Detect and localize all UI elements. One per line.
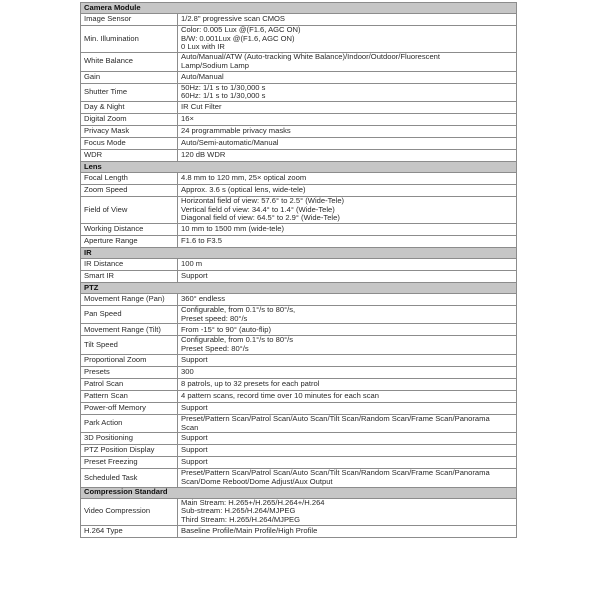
spec-row [81,259,517,271]
spec-label: Day & Night [81,101,178,113]
spec-value-line: Support [181,354,208,364]
spec-value-line: 1/2.8" progressive scan CMOS [181,14,285,24]
spec-value-line: 4 pattern scans, record time over 10 minutes for each scan [181,390,379,400]
spec-row [81,149,517,161]
spec-value-line: Preset speed: 80°/s [181,313,248,323]
spec-value [178,259,517,271]
spec-value-line: 120 dB WDR [181,150,226,160]
spec-row [81,196,517,223]
spec-value [178,336,517,354]
spec-value-line: Preset/Pattern Scan/Patrol Scan/Auto Scan/Tilt Scan/Random Scan/Frame Scan/Panorama [181,414,490,423]
spec-label: Tilt Speed [81,336,178,354]
spec-label: Privacy Mask [81,125,178,137]
spec-label: Scheduled Task [81,469,178,487]
spec-value-line: Vertical field of view: 34.4° to 1.4° (Wide-Tele) [181,204,335,214]
spec-value [178,184,517,196]
spec-label: Working Distance [81,224,178,236]
spec-label: Movement Range (Pan) [81,294,178,306]
spec-value-line: Scan [181,422,199,432]
spec-row [81,469,517,487]
spec-row [81,14,517,26]
spec-value [178,224,517,236]
spec-row [81,525,517,537]
spec-row [81,354,517,366]
spec-row [81,224,517,236]
spec-value-line: 360° endless [181,294,225,304]
spec-value-line: Color: 0.005 Lux @(F1.6, AGC ON) [181,25,301,34]
spec-value [178,469,517,487]
section-title: Lens [81,161,517,172]
spec-label: Digital Zoom [81,113,178,125]
spec-label: Proportional Zoom [81,354,178,366]
spec-value-line: F1.6 to F3.5 [181,236,222,246]
spec-row [81,498,517,525]
spec-value-line: Approx. 3.6 s (optical lens, wide-tele) [181,185,306,195]
spec-table [80,2,517,538]
spec-value-line: 0 Lux with IR [181,42,225,52]
section-header-camera-module [81,3,517,14]
spec-row [81,137,517,149]
spec-value-line: From -15° to 90° (auto-flip) [181,324,272,334]
spec-row [81,433,517,445]
spec-value-line: B/W: 0.001Lux @(F1.6, AGC ON) [181,33,295,43]
spec-row [81,113,517,125]
spec-label: Shutter Time [81,83,178,101]
spec-row [81,236,517,248]
spec-value [178,53,517,71]
spec-value-line: 300 [181,366,194,376]
spec-value-line: 8 patrols, up to 32 presets for each patrol [181,378,320,388]
spec-value-line: 24 programmable privacy masks [181,126,291,136]
spec-label: Smart IR [81,271,178,283]
spec-row [81,366,517,378]
spec-value-line: Preset/Pattern Scan/Patrol Scan/Auto Scan/Tilt Scan/Random Scan/Frame Scan/Panorama [181,468,490,478]
spec-value [178,236,517,248]
spec-value [178,26,517,53]
spec-row [81,271,517,283]
spec-label: Aperture Range [81,236,178,248]
spec-row [81,390,517,402]
spec-value [178,172,517,184]
section-header-lens [81,161,517,172]
spec-row [81,457,517,469]
spec-value [178,137,517,149]
spec-value-line: Support [181,457,208,467]
spec-label: WDR [81,149,178,161]
spec-value-line: Scan/Dome Reboot/Dome Adjust/Aux Output [181,476,333,486]
spec-row [81,336,517,354]
spec-value [178,354,517,366]
section-header-ptz [81,283,517,294]
spec-value [178,498,517,525]
spec-value [178,414,517,432]
spec-value [178,196,517,223]
spec-label: Patrol Scan [81,378,178,390]
section-title: Compression Standard [81,487,517,498]
spec-value [178,125,517,137]
spec-row [81,414,517,432]
section-title: PTZ [81,283,517,294]
spec-value [178,433,517,445]
spec-value-line: Support [181,445,208,455]
spec-value [178,14,517,26]
spec-value-line: Auto/Manual [181,71,224,81]
spec-value-line: Lamp/Sodium Lamp [181,60,249,70]
spec-row [81,445,517,457]
spec-row [81,324,517,336]
spec-row [81,53,517,71]
spec-label: H.264 Type [81,525,178,537]
spec-label: Focus Mode [81,137,178,149]
spec-value [178,390,517,402]
spec-value [178,271,517,283]
spec-value-line: Diagonal field of view: 64.5° to 2.9° (Wide-Tele) [181,213,340,223]
section-header-ir [81,248,517,259]
spec-value-line: 16× [181,114,194,124]
spec-label: Preset Freezing [81,457,178,469]
spec-value [178,525,517,537]
spec-value [178,445,517,457]
spec-row [81,125,517,137]
spec-label: PTZ Position Display [81,445,178,457]
spec-value [178,324,517,336]
spec-label: Pattern Scan [81,390,178,402]
spec-value [178,71,517,83]
spec-value-line: Horizontal field of view: 57.6° to 2.5° (Wide-Tele) [181,196,345,205]
spec-label: Min. Illumination [81,26,178,53]
spec-value [178,306,517,324]
spec-label: Power-off Memory [81,402,178,414]
spec-value-line: IR Cut Filter [181,102,222,112]
spec-label: Focal Length [81,172,178,184]
section-title: Camera Module [81,3,517,14]
spec-row [81,101,517,113]
spec-row [81,378,517,390]
spec-value-line: Sub-stream: H.265/H.264/MJPEG [181,506,296,516]
spec-label: Field of View [81,196,178,223]
spec-label: Presets [81,366,178,378]
spec-label: Gain [81,71,178,83]
spec-value-line: Configurable, from 0.1°/s to 80°/s, [181,305,296,315]
spec-value-line: Support [181,271,208,281]
spec-value-line: Baseline Profile/Main Profile/High Profile [181,525,318,535]
spec-row [81,172,517,184]
spec-value-line: Support [181,433,208,443]
spec-value [178,149,517,161]
spec-value-line: Auto/Semi-automatic/Manual [181,138,279,148]
spec-row [81,83,517,101]
spec-value [178,366,517,378]
spec-label: 3D Positioning [81,433,178,445]
spec-row [81,184,517,196]
section-title: IR [81,248,517,259]
spec-value-line: Configurable, from 0.1°/s to 80°/s [181,335,294,345]
spec-value [178,113,517,125]
spec-value-line: 50Hz: 1/1 s to 1/30,000 s [181,83,266,92]
spec-row [81,294,517,306]
spec-label: Movement Range (Tilt) [81,324,178,336]
spec-value [178,402,517,414]
spec-label: Video Compression [81,498,178,525]
section-header-compression-standard [81,487,517,498]
spec-label: Zoom Speed [81,184,178,196]
spec-row [81,402,517,414]
spec-value-line: Third Stream: H.265/H.264/MJPEG [181,515,301,525]
spec-value [178,294,517,306]
spec-value-line: Auto/Manual/ATW (Auto-tracking White Balance)/Indoor/Outdoor/Fluorescent [181,52,441,62]
spec-value [178,83,517,101]
spec-label: Image Sensor [81,14,178,26]
spec-value [178,101,517,113]
spec-row [81,71,517,83]
spec-value-line: Support [181,402,208,412]
spec-value [178,378,517,390]
spec-row [81,26,517,53]
spec-value-line: 10 mm to 1500 mm (wide-tele) [181,224,284,234]
spec-value-line: 60Hz: 1/1 s to 1/30,000 s [181,91,266,101]
spec-row [81,306,517,324]
spec-value-line: Preset Speed: 80°/s [181,344,249,354]
spec-label: Park Action [81,414,178,432]
spec-label: Pan Speed [81,306,178,324]
spec-value-line: Main Stream: H.265+/H.265/H.264+/H.264 [181,498,325,507]
spec-label: White Balance [81,53,178,71]
spec-table-body [81,3,517,538]
spec-label: IR Distance [81,259,178,271]
spec-value-line: 100 m [181,259,203,269]
spec-value [178,457,517,469]
spec-value-line: 4.8 mm to 120 mm, 25× optical zoom [181,173,307,183]
